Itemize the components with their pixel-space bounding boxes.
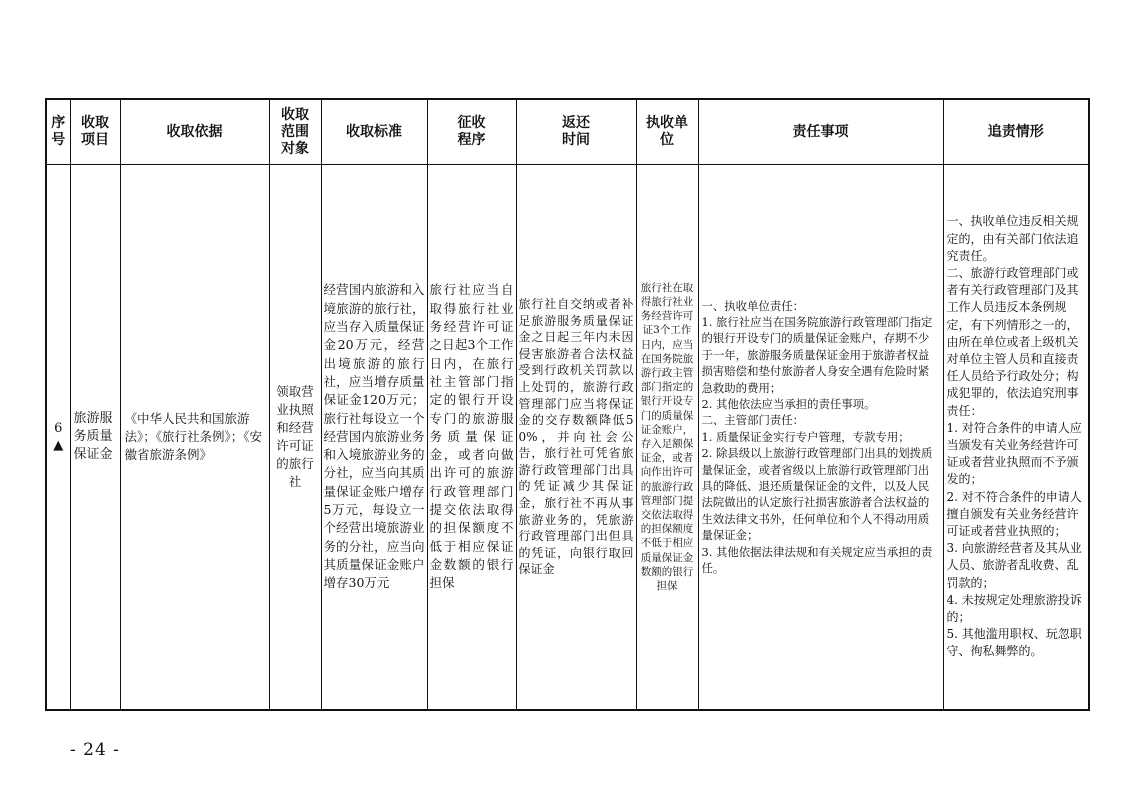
- header-seq: 序 号: [46, 99, 70, 165]
- row-scope: 领取营业执照和经营许可证的旅行社: [269, 165, 321, 711]
- row-procedure: 旅行社应当自取得旅行社业务经营许可证之日起3个工作日内，在旅行社主管部门指定的银行开设专门的旅游服务质量保证金，或者向做出许可的旅游行政管理部门提交依法取得的担保额度不低于相应保证金数额的银行担保: [427, 165, 516, 711]
- table-row: [46, 165, 1089, 711]
- header-procedure: 征收 程序: [427, 99, 516, 165]
- header-basis: 收取依据: [120, 99, 269, 165]
- header-standard: 收取标准: [321, 99, 427, 165]
- row-basis: 《中华人民共和国旅游法》；《旅行社条例》；《安徽省旅游条例》: [120, 165, 269, 711]
- header-scope: 收取 范围 对象: [269, 99, 321, 165]
- header-duty: 责任事项: [698, 99, 943, 165]
- fee-table: [45, 98, 1090, 711]
- row-seq: 6 ▲: [46, 165, 70, 711]
- header-item: 收取 项目: [70, 99, 120, 165]
- row-standard: 经营国内旅游和入境旅游的旅行社，应当存入质量保证金20万元，经营出境旅游的旅行社，应当增存质量保证金120万元；旅行社每设立一个经营国内旅游业务和入境旅游业务的分社，应当向其质量保证金账户增存5万元，每设立一个经营出境旅游业务的分社，应当向其质量保证金账户增存30万元: [321, 165, 427, 711]
- row-accountability: 一、执收单位违反相关规定的，由有关部门依法追究责任。 二、旅游行政管理部门或者有关行政管理部门及其工作人员违反本条例规定，有下列情形之一的，由所在单位或者上级机关对单位主管人员和直接责任人员给予行政处分；构成犯罪的，依法追究刑事责任： 1. 对符合条件的申请人应当颁发有关业务经营许可证或者营业执照而不予颁发的； 2. 对不符合条件的申请人擅自颁发有关业务经营许可证或者营业执照的； 3. 向旅游经营者及其从业人员、旅游者乱收费、乱罚款的； 4. 未按规定处理旅游投诉的； 5. 其他滥用职权、玩忽职守、徇私舞弊的。: [943, 165, 1089, 711]
- row-duty: 一、执收单位责任： 1. 旅行社应当在国务院旅游行政管理部门指定的银行开设专门的质量保证金账户，存期不少于一年，旅游服务质量保证金用于旅游者权益损害赔偿和垫付旅游者人身安全遇有危险时紧急救助的费用； 2. 其他依法应当承担的责任事项。 二、主管部门责任： 1. 质量保证金实行专户管理，专款专用； 2. 除县级以上旅游行政管理部门出具的划拨质量保证金，或者省级以上旅游行政管理部门出具的降低、退还质量保证金的文件，以及人民法院做出的认定旅行社损害旅游者合法权益的生效法律文书外，任何单位和个人不得动用质量保证金； 3. 其他依据法律法规和有关规定应当承担的责任。: [698, 165, 943, 711]
- header-accountability: 追责情形: [943, 99, 1089, 165]
- page-number: - 24 -: [70, 740, 120, 760]
- row-return-time: 旅行社自交纳或者补足旅游服务质量保证金之日起三年内未因侵害旅游者合法权益受到行政机关罚款以上处罚的，旅游行政管理部门应当将保证金的交存数额降低50%，并向社会公告，旅行社可凭省旅游行政管理部门出具的凭证减少其保证金，旅行社不再从事旅游业务的，凭旅游行政管理部门出但具的凭证，向银行取回保证金: [516, 165, 636, 711]
- header-row: [46, 99, 1089, 165]
- header-return-time: 返还 时间: [516, 99, 636, 165]
- row-unit: 旅行社在取得旅行社业务经营许可证3个工作日内，应当在国务院旅游行政主管部门指定的银行开设专门的质量保证金账户，存入足额保证金，或者向作出许可的旅游行政管理部门提交依法取得的担保额度不低于相应质量保证金数额的银行担保: [636, 165, 698, 711]
- row-item: 旅游服务质量保证金: [70, 165, 120, 711]
- header-unit: 执收单 位: [636, 99, 698, 165]
